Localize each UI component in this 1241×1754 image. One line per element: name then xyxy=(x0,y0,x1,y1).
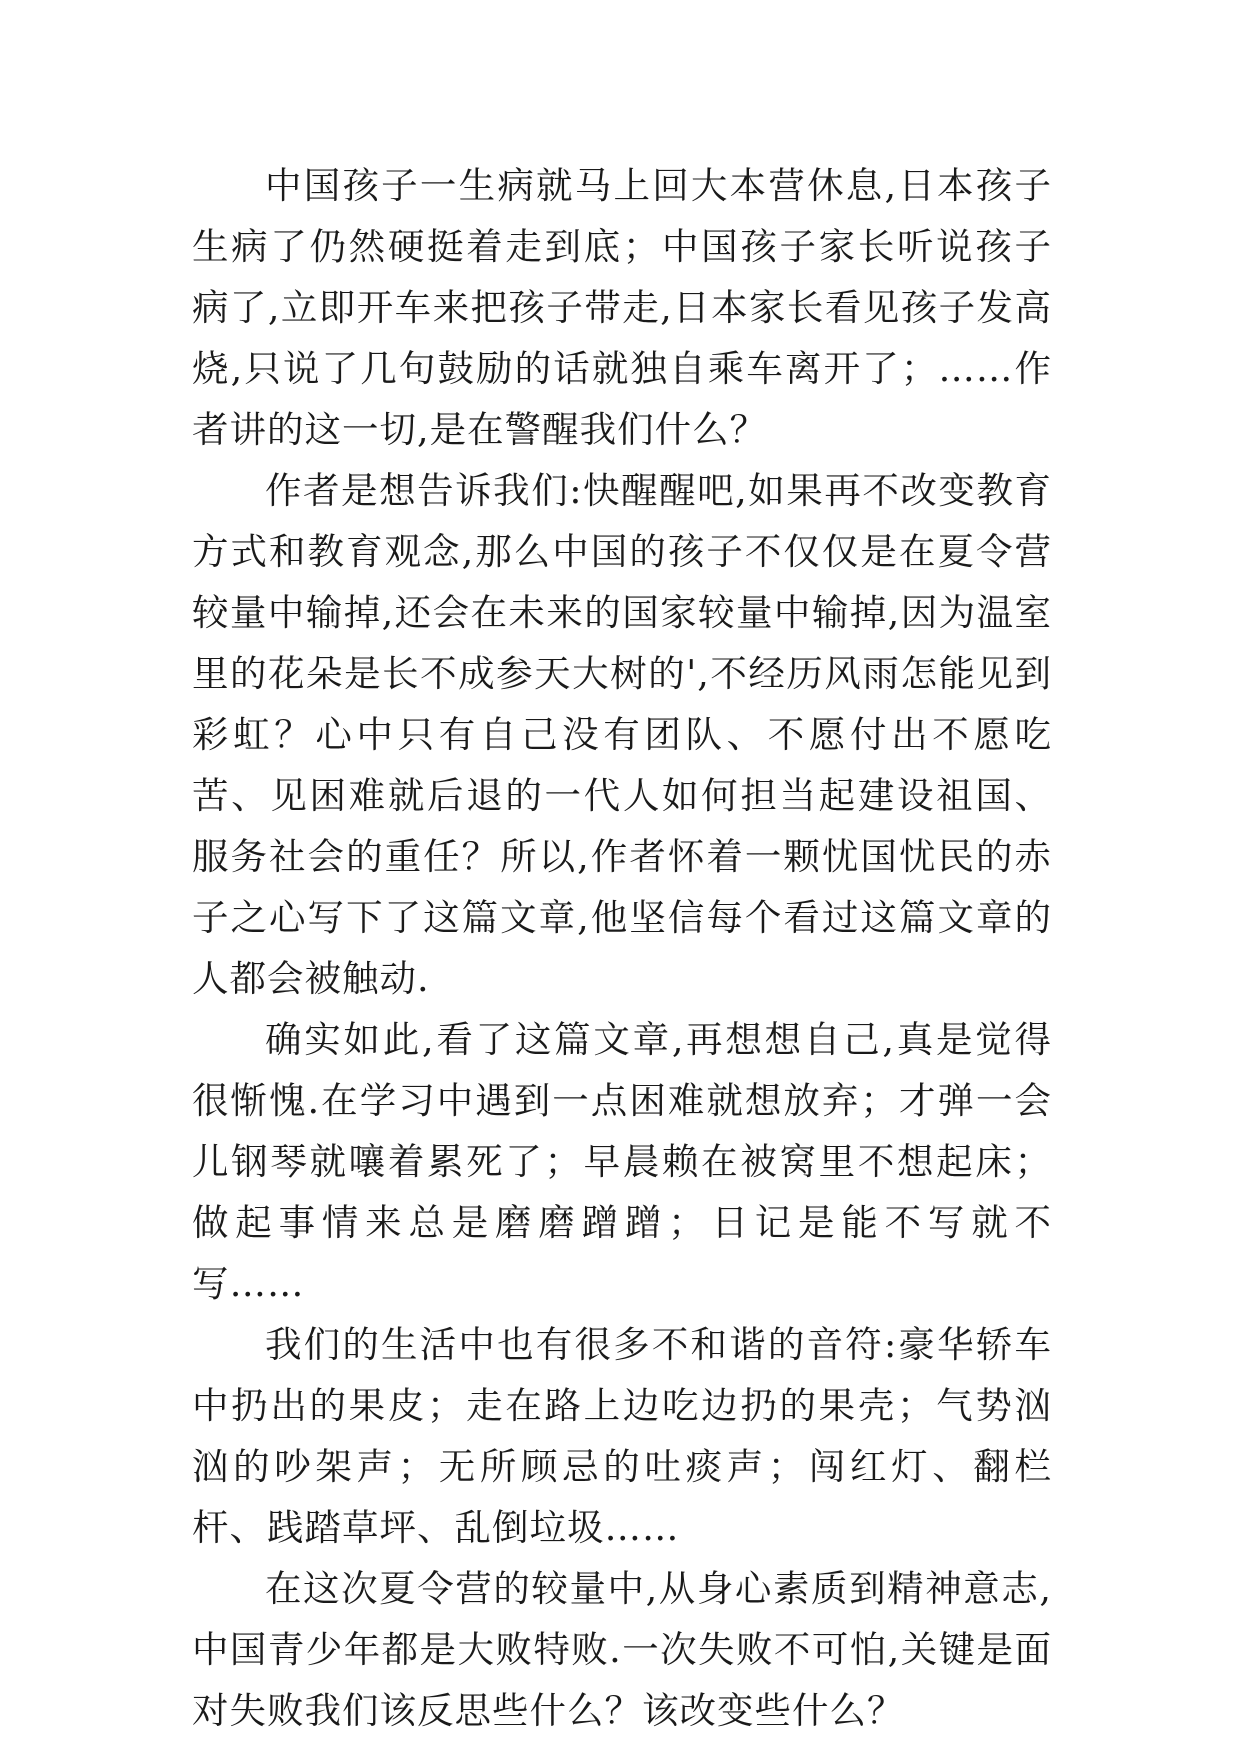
paragraph-2: 作者是想告诉我们:快醒醒吧,如果再不改变教育方式和教育观念,那么中国的孩子不仅仅是在夏令营较量中输掉,还会在未来的国家较量中输掉,因为温室里的花朵是长不成参天大树的',不经历风雨怎能见到彩虹？心中只有自己没有团队、不愿付出不愿吃苦、见困难就后退的一代人如何担当起建设祖国、服务社会的重任？所以,作者怀着一颗忧国忧民的赤子之心写下了这篇文章,他坚信每个看过这篇文章的人都会被触动. xyxy=(192,469,1052,1000)
paragraph-4: 我们的生活中也有很多不和谐的音符:豪华轿车中扔出的果皮；走在路上边吃边扔的果壳；气势汹汹的吵架声；无所顾忌的吐痰声；闯红灯、翻栏杆、践踏草坪、乱倒垃圾…… xyxy=(192,1323,1052,1549)
document-body xyxy=(192,155,1052,1741)
paragraph-5: 在这次夏令营的较量中,从身心素质到精神意志,中国青少年都是大败特败.一次失败不可怕,关键是面对失败我们该反思些什么？该改变些什么？ xyxy=(192,1567,1052,1732)
paragraph-3: 确实如此,看了这篇文章,再想想自己,真是觉得很惭愧.在学习中遇到一点困难就想放弃；才弹一会儿钢琴就嚷着累死了；早晨赖在被窝里不想起床；做起事情来总是磨磨蹭蹭；日记是能不写就不写…… xyxy=(192,1018,1052,1305)
paragraph-1: 中国孩子一生病就马上回大本营休息,日本孩子生病了仍然硬挺着走到底；中国孩子家长听说孩子病了,立即开车来把孩子带走,日本家长看见孩子发高烧,只说了几句鼓励的话就独自乘车离开了；……作者讲的这一切,是在警醒我们什么？ xyxy=(192,164,1052,451)
